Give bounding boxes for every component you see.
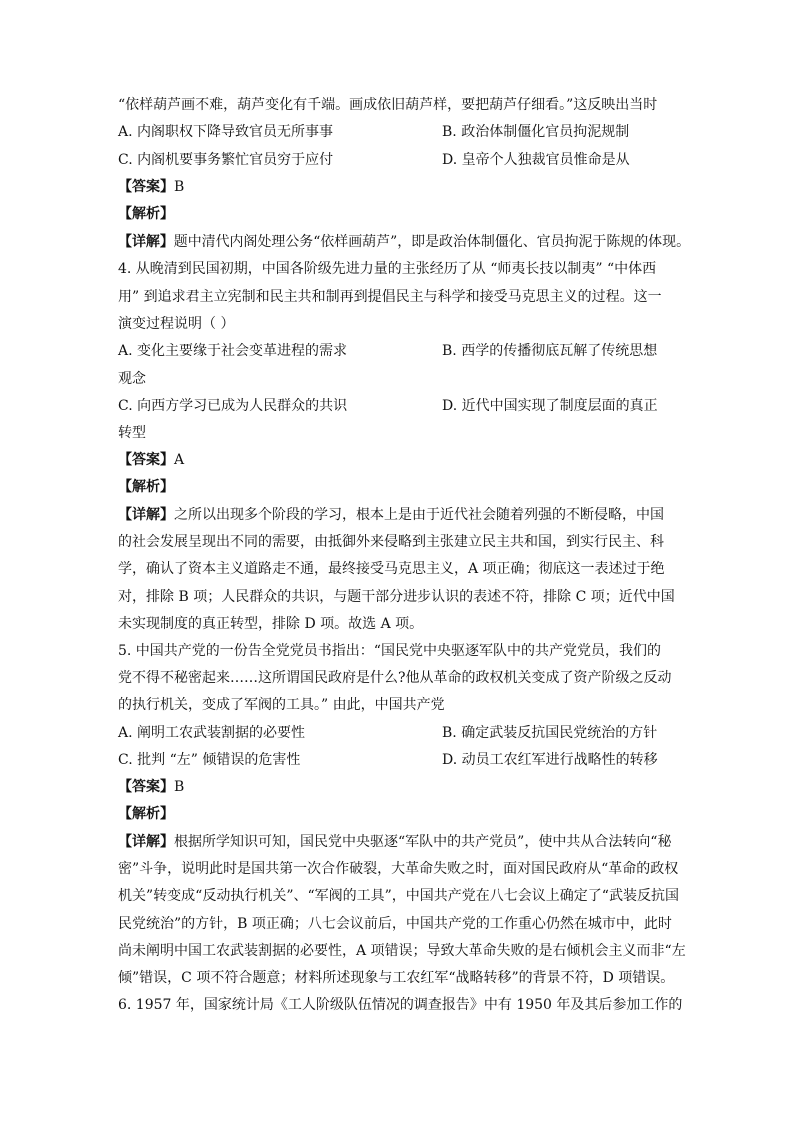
q5-option-c: C. 批判 “左” 倾错误的危害性 <box>118 752 301 768</box>
q4-answer <box>118 451 184 469</box>
q5-option-d: D. 动员工农红军进行战略性的转移 <box>442 752 658 768</box>
q5-answer <box>118 778 184 796</box>
answer-label: 【答案】 <box>118 779 174 795</box>
q4-stem-line-1: 4. 从晚清到民国初期，中国各阶级先进力量的主张经历了从 “师夷长技以制夷” “中体西 <box>118 261 657 277</box>
detail-label: 【详解】 <box>118 507 174 523</box>
q4-analysis <box>118 478 174 496</box>
detail-text: 之所以出现多个阶段的学习，根本上是由于近代社会随着列强的不断侵略，中国 <box>174 507 664 523</box>
q5-detail-line-4: 民党统治”的方针，B 项正确；八七会议前后，中国共产党的工作重心仍然在城市中，此时 <box>118 916 672 932</box>
q3-analysis <box>118 205 174 223</box>
answer-label: 【答案】 <box>118 452 174 468</box>
q6-stem-line-1: 6. 1957 年，国家统计局《工人阶级队伍情况的调查报告》中有 1950 年及其后参加工作的 <box>118 997 683 1013</box>
q4-detail-line-4: 对，排除 B 项；人民群众的共识，与题干部分进步认识的表述不符，排除 C 项；近代中国 <box>118 589 675 605</box>
q4-option-c: C. 向西方学习已成为人民群众的共识 <box>118 398 348 414</box>
answer-value: B <box>174 179 185 195</box>
q4-option-d: D. 近代中国实现了制度层面的真正 <box>442 398 658 414</box>
q4-stem-line-3: 演变过程说明（ ） <box>118 316 235 332</box>
detail-label: 【详解】 <box>118 834 174 850</box>
analysis-label: 【解析】 <box>118 206 174 222</box>
answer-value: A <box>174 452 185 468</box>
q3-option-c: C. 内阁机要事务繁忙官员穷于应付 <box>118 152 334 168</box>
q3-detail <box>118 233 690 251</box>
q4-detail-line-1 <box>118 506 664 524</box>
q5-option-b: B. 确定武装反抗国民党统治的方针 <box>442 725 658 741</box>
q3-option-a: A. 内阁职权下降导致官员无所事事 <box>118 124 334 140</box>
q4-option-a: A. 变化主要缘于社会变革进程的需求 <box>118 343 348 359</box>
q5-detail-line-5: 尚未阐明中国工农武装割据的必要性，A 项错误；导致大革命失败的是右倾机会主义而非“左 <box>118 943 686 959</box>
q3-option-d: D. 皇帝个人独裁官员惟命是从 <box>442 152 630 168</box>
q5-detail-line-1 <box>118 833 671 851</box>
analysis-label: 【解析】 <box>118 479 174 495</box>
q4-detail-line-5: 未实现制度的真正转型，排除 D 项。故选 A 项。 <box>118 616 424 632</box>
q5-stem-line-1: 5. 中国共产党的一份告全党党员书指出：“国民党中央驱逐军队中的共产党党员，我们的 <box>118 643 661 659</box>
q5-detail-line-6: 倾”错误，C 项不符合题意；材料所述现象与工农红军“战略转移”的背景不符，D 项错误。 <box>118 970 675 986</box>
q4-option-d-cont: 转型 <box>118 425 146 441</box>
detail-text: 根据所学知识可知，国民党中央驱逐“军队中的共产党员”，使中共从合法转向“秘 <box>174 834 672 850</box>
answer-label: 【答案】 <box>118 179 174 195</box>
q5-stem-line-2: 党不得不秘密起来……这所谓国民政府是什么?他从革命的政权机关变成了资产阶级之反动 <box>118 670 672 686</box>
q5-analysis <box>118 805 174 823</box>
q4-detail-line-2: 的社会发展呈现出不同的需要，由抵御外来侵略到主张建立民主共和国，到实行民主、科 <box>118 534 664 550</box>
q5-detail-line-2: 密”斗争，说明此时是国共第一次合作破裂，大革命失败之时，面对国民政府从“革命的政权 <box>118 861 679 877</box>
q4-option-b-cont: 观念 <box>118 371 146 387</box>
q5-detail-line-3: 机关”转变成“反动执行机关”、“军阀的工具”，中国共产党在八七会议上确定了“武装反抗国 <box>118 888 679 904</box>
q3-stem: “依样葫芦画不难，葫芦变化有千端。画成依旧葫芦样，要把葫芦仔细看。”这反映出当时 <box>118 97 658 113</box>
q4-option-b: B. 西学的传播彻底瓦解了传统思想 <box>442 343 658 359</box>
analysis-label: 【解析】 <box>118 806 174 822</box>
q5-stem-line-3: 的执行机关，变成了军阀的工具。” 由此，中国共产党 <box>118 697 445 713</box>
answer-value: B <box>174 779 185 795</box>
q5-option-a: A. 阐明工农武装割据的必要性 <box>118 725 306 741</box>
q3-answer <box>118 178 184 196</box>
q4-detail-line-3: 学，确认了资本主义道路走不通，最终接受马克思主义，A 项正确；彻底这一表述过于绝 <box>118 561 665 577</box>
detail-label: 【详解】 <box>118 234 174 250</box>
q4-stem-line-2: 用” 到追求君主立宪制和民主共和制再到提倡民主与科学和接受马克思主义的过程。这一 <box>118 289 662 305</box>
q3-option-b: B. 政治体制僵化官员拘泥规制 <box>442 124 630 140</box>
detail-text: 题中清代内阁处理公务“依样画葫芦”，即是政治体制僵化、官员拘泥于陈规的体现。 <box>173 234 691 250</box>
